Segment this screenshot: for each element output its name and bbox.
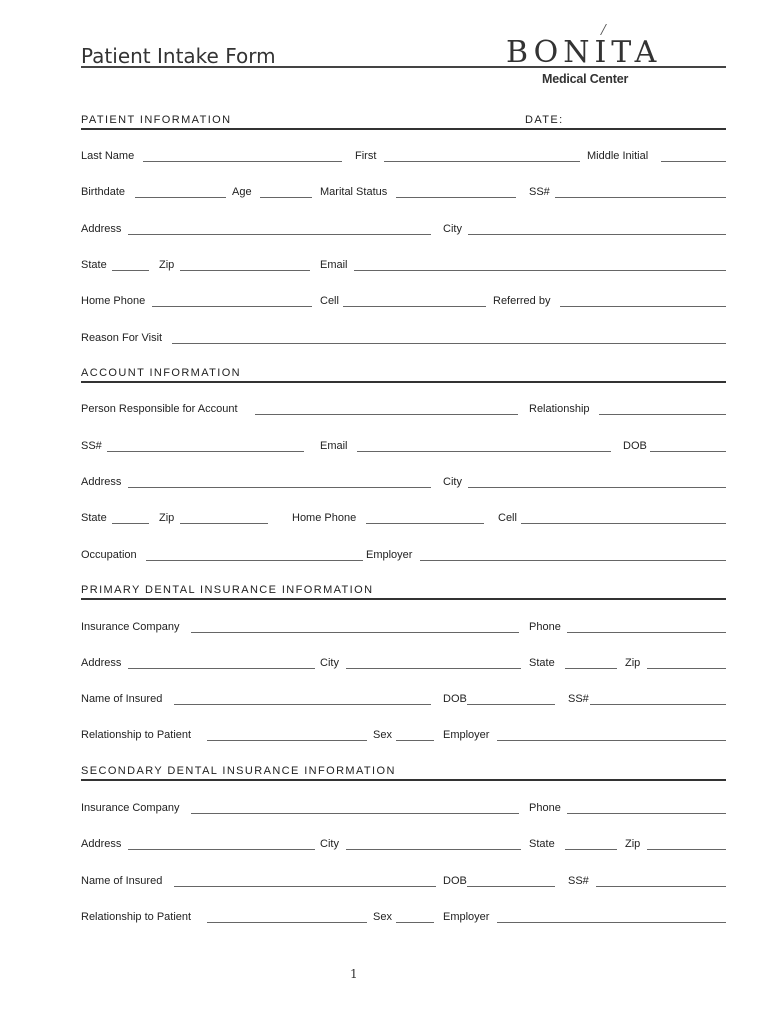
primary-employer-label: Employer: [443, 729, 490, 741]
section-patient-information: [81, 114, 726, 130]
row-name: [81, 149, 726, 165]
secondary-employer-field[interactable]: [497, 922, 726, 923]
zip-field[interactable]: [180, 270, 310, 271]
account-home-phone-label: Home Phone: [292, 512, 357, 524]
person-responsible-label: Person Responsible for Account: [81, 403, 238, 415]
row-primary-company: [81, 620, 726, 636]
primary-ss-label: SS#: [568, 693, 589, 705]
secondary-address-field[interactable]: [128, 849, 315, 850]
relationship-label: Relationship: [529, 403, 590, 415]
secondary-insurance-company-field[interactable]: [191, 813, 519, 814]
state-label: State: [81, 259, 107, 271]
middle-initial-field[interactable]: [661, 161, 726, 162]
email-label: Email: [320, 259, 348, 271]
secondary-city-field[interactable]: [346, 849, 521, 850]
primary-state-label: State: [529, 657, 555, 669]
primary-address-label: Address: [81, 657, 122, 669]
reason-for-visit-field[interactable]: [172, 343, 726, 344]
primary-sex-label: Sex: [373, 729, 392, 741]
secondary-state-label: State: [529, 838, 555, 850]
page-title: Patient Intake Form: [81, 44, 276, 68]
marital-status-field[interactable]: [396, 197, 516, 198]
page-number: 1: [350, 967, 358, 981]
first-name-field[interactable]: [384, 161, 580, 162]
last-name-label: Last Name: [81, 150, 135, 162]
row-primary-address: [81, 656, 726, 672]
secondary-sex-label: Sex: [373, 911, 392, 923]
row-primary-insured: [81, 692, 726, 708]
row-address: [81, 222, 726, 238]
primary-state-field[interactable]: [565, 668, 617, 669]
secondary-city-label: City: [320, 838, 339, 850]
relationship-field[interactable]: [599, 414, 726, 415]
address-field[interactable]: [128, 234, 431, 235]
secondary-name-of-insured-label: Name of Insured: [81, 875, 163, 887]
logo-word: BONITA: [506, 35, 662, 70]
primary-city-field[interactable]: [346, 668, 521, 669]
account-ss-field[interactable]: [107, 451, 304, 452]
secondary-phone-field[interactable]: [567, 813, 726, 814]
employer-field[interactable]: [420, 560, 726, 561]
primary-address-field[interactable]: [128, 668, 315, 669]
row-secondary-insured: [81, 874, 726, 890]
section-heading: SECONDARY DENTAL INSURANCE INFORMATION: [81, 765, 396, 777]
account-cell-field[interactable]: [521, 523, 726, 524]
primary-insurance-company-label: Insurance Company: [81, 621, 180, 633]
secondary-zip-label: Zip: [625, 838, 641, 850]
referred-by-field[interactable]: [560, 306, 726, 307]
account-email-label: Email: [320, 440, 348, 452]
marital-status-label: Marital Status: [320, 186, 388, 198]
primary-name-of-insured-label: Name of Insured: [81, 693, 163, 705]
zip-label: Zip: [159, 259, 175, 271]
occupation-label: Occupation: [81, 549, 137, 561]
row-primary-relationship: [81, 728, 726, 744]
section-heading: PRIMARY DENTAL INSURANCE INFORMATION: [81, 584, 374, 596]
primary-insurance-company-field[interactable]: [191, 632, 519, 633]
ss-field[interactable]: [555, 197, 726, 198]
secondary-address-label: Address: [81, 838, 122, 850]
section-heading: PATIENT INFORMATION: [81, 114, 232, 126]
account-state-field[interactable]: [112, 523, 149, 524]
city-label: City: [443, 223, 462, 235]
logo-accent-mark: [600, 24, 613, 35]
ss-label: SS#: [529, 186, 550, 198]
secondary-sex-field[interactable]: [396, 922, 434, 923]
account-email-field[interactable]: [357, 451, 611, 452]
row-account-address: [81, 475, 726, 491]
primary-phone-label: Phone: [529, 621, 561, 633]
section-account-information: [81, 367, 726, 383]
secondary-ss-field[interactable]: [596, 886, 726, 887]
account-dob-label: DOB: [623, 440, 647, 452]
first-name-label: First: [355, 150, 377, 162]
home-phone-label: Home Phone: [81, 295, 146, 307]
occupation-field[interactable]: [146, 560, 363, 561]
account-cell-label: Cell: [498, 512, 517, 524]
date-label: DATE:: [525, 114, 564, 126]
birthdate-label: Birthdate: [81, 186, 126, 198]
secondary-relationship-field[interactable]: [207, 922, 367, 923]
address-label: Address: [81, 223, 122, 235]
row-occupation: [81, 548, 726, 564]
account-zip-label: Zip: [159, 512, 175, 524]
primary-ss-field[interactable]: [590, 704, 726, 705]
secondary-name-of-insured-field[interactable]: [174, 886, 436, 887]
primary-relationship-label: Relationship to Patient: [81, 729, 192, 741]
person-responsible-field[interactable]: [255, 414, 518, 415]
row-phone: [81, 294, 726, 310]
account-city-label: City: [443, 476, 462, 488]
primary-dob-label: DOB: [443, 693, 467, 705]
section-heading: ACCOUNT INFORMATION: [81, 367, 242, 379]
row-state-zip-email: [81, 258, 726, 274]
employer-label: Employer: [366, 549, 413, 561]
row-account-ss: [81, 439, 726, 455]
secondary-relationship-label: Relationship to Patient: [81, 911, 192, 923]
secondary-state-field[interactable]: [565, 849, 617, 850]
row-secondary-relationship: [81, 910, 726, 926]
account-home-phone-field[interactable]: [366, 523, 484, 524]
secondary-dob-field[interactable]: [467, 886, 555, 887]
row-account-state: [81, 511, 726, 527]
account-ss-label: SS#: [81, 440, 102, 452]
primary-zip-label: Zip: [625, 657, 641, 669]
secondary-phone-label: Phone: [529, 802, 561, 814]
age-label: Age: [232, 186, 252, 198]
logo-subtitle: Medical Center: [542, 72, 629, 86]
account-state-label: State: [81, 512, 107, 524]
row-birthdate: [81, 185, 726, 201]
primary-phone-field[interactable]: [567, 632, 726, 633]
reason-for-visit-label: Reason For Visit: [81, 332, 163, 344]
account-dob-field[interactable]: [650, 451, 726, 452]
primary-dob-field[interactable]: [467, 704, 555, 705]
account-address-field[interactable]: [128, 487, 431, 488]
secondary-dob-label: DOB: [443, 875, 467, 887]
state-field[interactable]: [112, 270, 149, 271]
row-reason: [81, 331, 726, 347]
primary-relationship-field[interactable]: [207, 740, 367, 741]
section-secondary-insurance: [81, 765, 726, 781]
middle-initial-label: Middle Initial: [587, 150, 649, 162]
row-secondary-company: [81, 801, 726, 817]
primary-zip-field[interactable]: [647, 668, 726, 669]
bonita-logo: [506, 24, 662, 88]
primary-employer-field[interactable]: [497, 740, 726, 741]
referred-by-label: Referred by: [493, 295, 551, 307]
section-primary-insurance: [81, 584, 726, 600]
primary-name-of-insured-field[interactable]: [174, 704, 431, 705]
row-secondary-address: [81, 837, 726, 853]
primary-sex-field[interactable]: [396, 740, 434, 741]
birthdate-field[interactable]: [135, 197, 226, 198]
account-address-label: Address: [81, 476, 122, 488]
cell-field[interactable]: [343, 306, 486, 307]
row-responsible: [81, 402, 726, 418]
city-field[interactable]: [468, 234, 726, 235]
home-phone-field[interactable]: [152, 306, 312, 307]
account-city-field[interactable]: [468, 487, 726, 488]
cell-label: Cell: [320, 295, 339, 307]
secondary-insurance-company-label: Insurance Company: [81, 802, 180, 814]
secondary-zip-field[interactable]: [647, 849, 726, 850]
account-zip-field[interactable]: [180, 523, 268, 524]
secondary-ss-label: SS#: [568, 875, 589, 887]
age-field[interactable]: [260, 197, 312, 198]
last-name-field[interactable]: [143, 161, 342, 162]
email-field[interactable]: [354, 270, 726, 271]
secondary-employer-label: Employer: [443, 911, 490, 923]
primary-city-label: City: [320, 657, 339, 669]
